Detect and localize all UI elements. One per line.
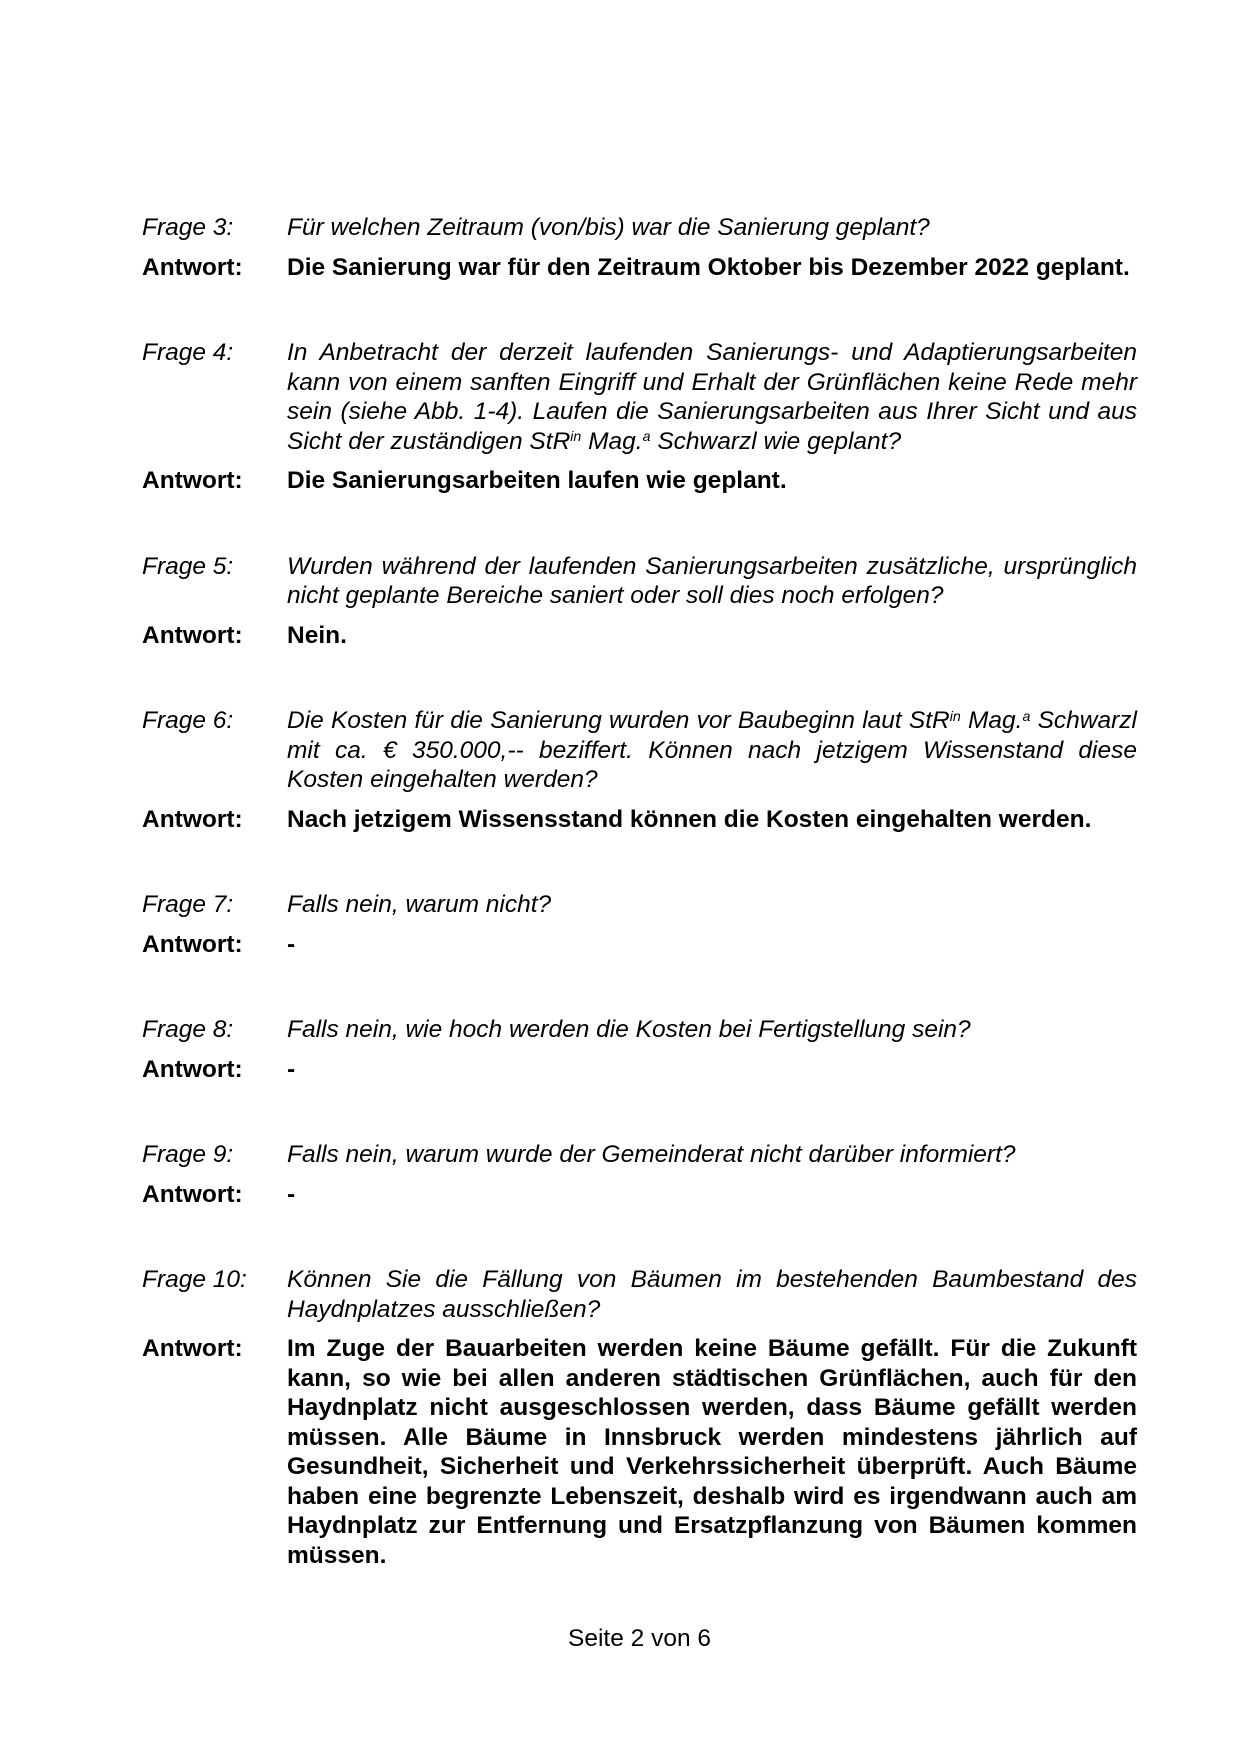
question-text bbox=[287, 1265, 1137, 1324]
question-label: Frage 3: bbox=[142, 214, 234, 241]
answer-label: Antwort: bbox=[142, 253, 243, 281]
answer-text: - bbox=[287, 1180, 296, 1208]
question-text-run: Falls nein, warum nicht? bbox=[287, 891, 552, 918]
answer-text: Die Sanierung war für den Zeitraum Oktober bis Dezember 2022 geplant. bbox=[287, 253, 1130, 281]
qa-item bbox=[142, 1140, 1137, 1209]
question-row bbox=[142, 1015, 1137, 1045]
answer-row bbox=[142, 621, 1137, 651]
answer-row bbox=[142, 930, 1137, 960]
qa-list bbox=[142, 213, 1137, 1570]
answer-text: Die Sanierungsarbeiten laufen wie geplant. bbox=[287, 467, 787, 494]
answer-text: - bbox=[287, 930, 296, 958]
question-text-run: Die Kosten für die Sanierung wurden vor Baubeginn laut StR bbox=[287, 707, 950, 734]
answer-row bbox=[142, 805, 1137, 835]
answer-label: Antwort: bbox=[142, 1335, 243, 1362]
question-row bbox=[142, 1140, 1137, 1170]
superscript-text: a bbox=[1022, 708, 1031, 725]
answer-label: Antwort: bbox=[142, 1180, 243, 1208]
question-label: Frage 9: bbox=[142, 1141, 234, 1168]
qa-item bbox=[142, 890, 1137, 959]
question-text bbox=[287, 552, 1137, 611]
question-text-run: Falls nein, wie hoch werden die Kosten bei Fertigstellung sein? bbox=[287, 1016, 971, 1043]
qa-item bbox=[142, 1015, 1137, 1084]
answer-text: - bbox=[287, 1055, 296, 1083]
question-label: Frage 10: bbox=[142, 1266, 247, 1293]
answer-label: Antwort: bbox=[142, 621, 243, 649]
answer-row bbox=[142, 466, 1137, 496]
question-text-run: Schwarzl wie geplant? bbox=[650, 427, 902, 455]
answer-label: Antwort: bbox=[142, 930, 243, 958]
answer-label: Antwort: bbox=[142, 805, 243, 833]
question-text-run: Falls nein, warum wurde der Gemeinderat nicht darüber informiert? bbox=[287, 1141, 1016, 1168]
question-text-run: Können Sie die Fällung von Bäumen im bestehenden Baumbestand des Haydnplatzes ausschließen? bbox=[287, 1266, 1137, 1323]
question-text bbox=[287, 1140, 1137, 1170]
qa-item bbox=[142, 1265, 1137, 1570]
question-text-run: Schwarzl mit ca. € 350.000,-- beziffert. Können nach jetzigem Wissenstand diese Kosten eingehalten werden? bbox=[287, 707, 1137, 793]
qa-item bbox=[142, 706, 1137, 834]
question-text bbox=[287, 706, 1137, 795]
qa-item bbox=[142, 338, 1137, 496]
answer-label: Antwort: bbox=[142, 1055, 243, 1083]
superscript-text: a bbox=[642, 429, 651, 446]
answer-row bbox=[142, 1334, 1137, 1570]
qa-item bbox=[142, 552, 1137, 651]
question-label: Frage 8: bbox=[142, 1016, 234, 1043]
question-row bbox=[142, 1265, 1137, 1324]
question-row bbox=[142, 213, 1137, 243]
question-text bbox=[287, 1015, 1137, 1045]
answer-row bbox=[142, 253, 1137, 283]
question-text bbox=[287, 890, 1137, 920]
question-text-run: Wurden während der laufenden Sanierungsarbeiten zusätzliche, ursprünglich nicht geplante Bereiche saniert oder soll dies noch erfolgen? bbox=[287, 552, 1137, 609]
answer-text: Im Zuge der Bauarbeiten werden keine Bäume gefällt. Für die Zukunft kann, so wie bei allen anderen städtischen Grünflächen, auch für den Haydnplatz nicht ausgeschlossen werden, dass Bäume gefällt werden müssen. Alle Bäume in Innsbruck werden mindestens jährlich auf Gesundheit, Sicherheit und Verkehrssicherheit überprüft. Auch Bäume haben eine begrenzte Lebenszeit, deshalb wird es irgendwann auch am Haydnplatz zur Entfernung und Ersatzpflanzung von Bäumen kommen müssen. bbox=[287, 1335, 1137, 1569]
question-label: Frage 6: bbox=[142, 707, 234, 734]
question-label: Frage 7: bbox=[142, 891, 234, 918]
answer-label: Antwort: bbox=[142, 467, 243, 494]
qa-item bbox=[142, 213, 1137, 282]
question-text-run: Mag. bbox=[581, 427, 643, 455]
question-label: Frage 4: bbox=[142, 339, 234, 366]
page-footer: Seite 2 von 6 bbox=[567, 1625, 712, 1652]
answer-row bbox=[142, 1055, 1137, 1085]
question-row bbox=[142, 338, 1137, 456]
superscript-text: in bbox=[570, 429, 582, 446]
superscript-text: in bbox=[949, 708, 961, 725]
question-row bbox=[142, 552, 1137, 611]
answer-row bbox=[142, 1180, 1137, 1210]
question-text bbox=[287, 338, 1137, 456]
question-text-run: Für welchen Zeitraum (von/bis) war die Sanierung geplant? bbox=[287, 214, 930, 241]
answer-text: Nach jetzigem Wissensstand können die Kosten eingehalten werden. bbox=[287, 805, 1092, 833]
answer-text: Nein. bbox=[287, 621, 347, 649]
question-text-run: In Anbetracht der derzeit laufenden Sanierungs- und Adaptierungsarbeiten kann von einem sanften Eingriff und Erhalt der Grünflächen keine Rede mehr sein (siehe Abb. 1-4). Laufen die Sanierungsarbeiten aus Ihrer Sicht und aus Sicht der zuständigen StR bbox=[287, 339, 1137, 455]
question-label: Frage 5: bbox=[142, 552, 234, 580]
question-text-run: Mag. bbox=[960, 707, 1023, 734]
question-row bbox=[142, 890, 1137, 920]
question-row bbox=[142, 706, 1137, 795]
question-text bbox=[287, 213, 1137, 243]
